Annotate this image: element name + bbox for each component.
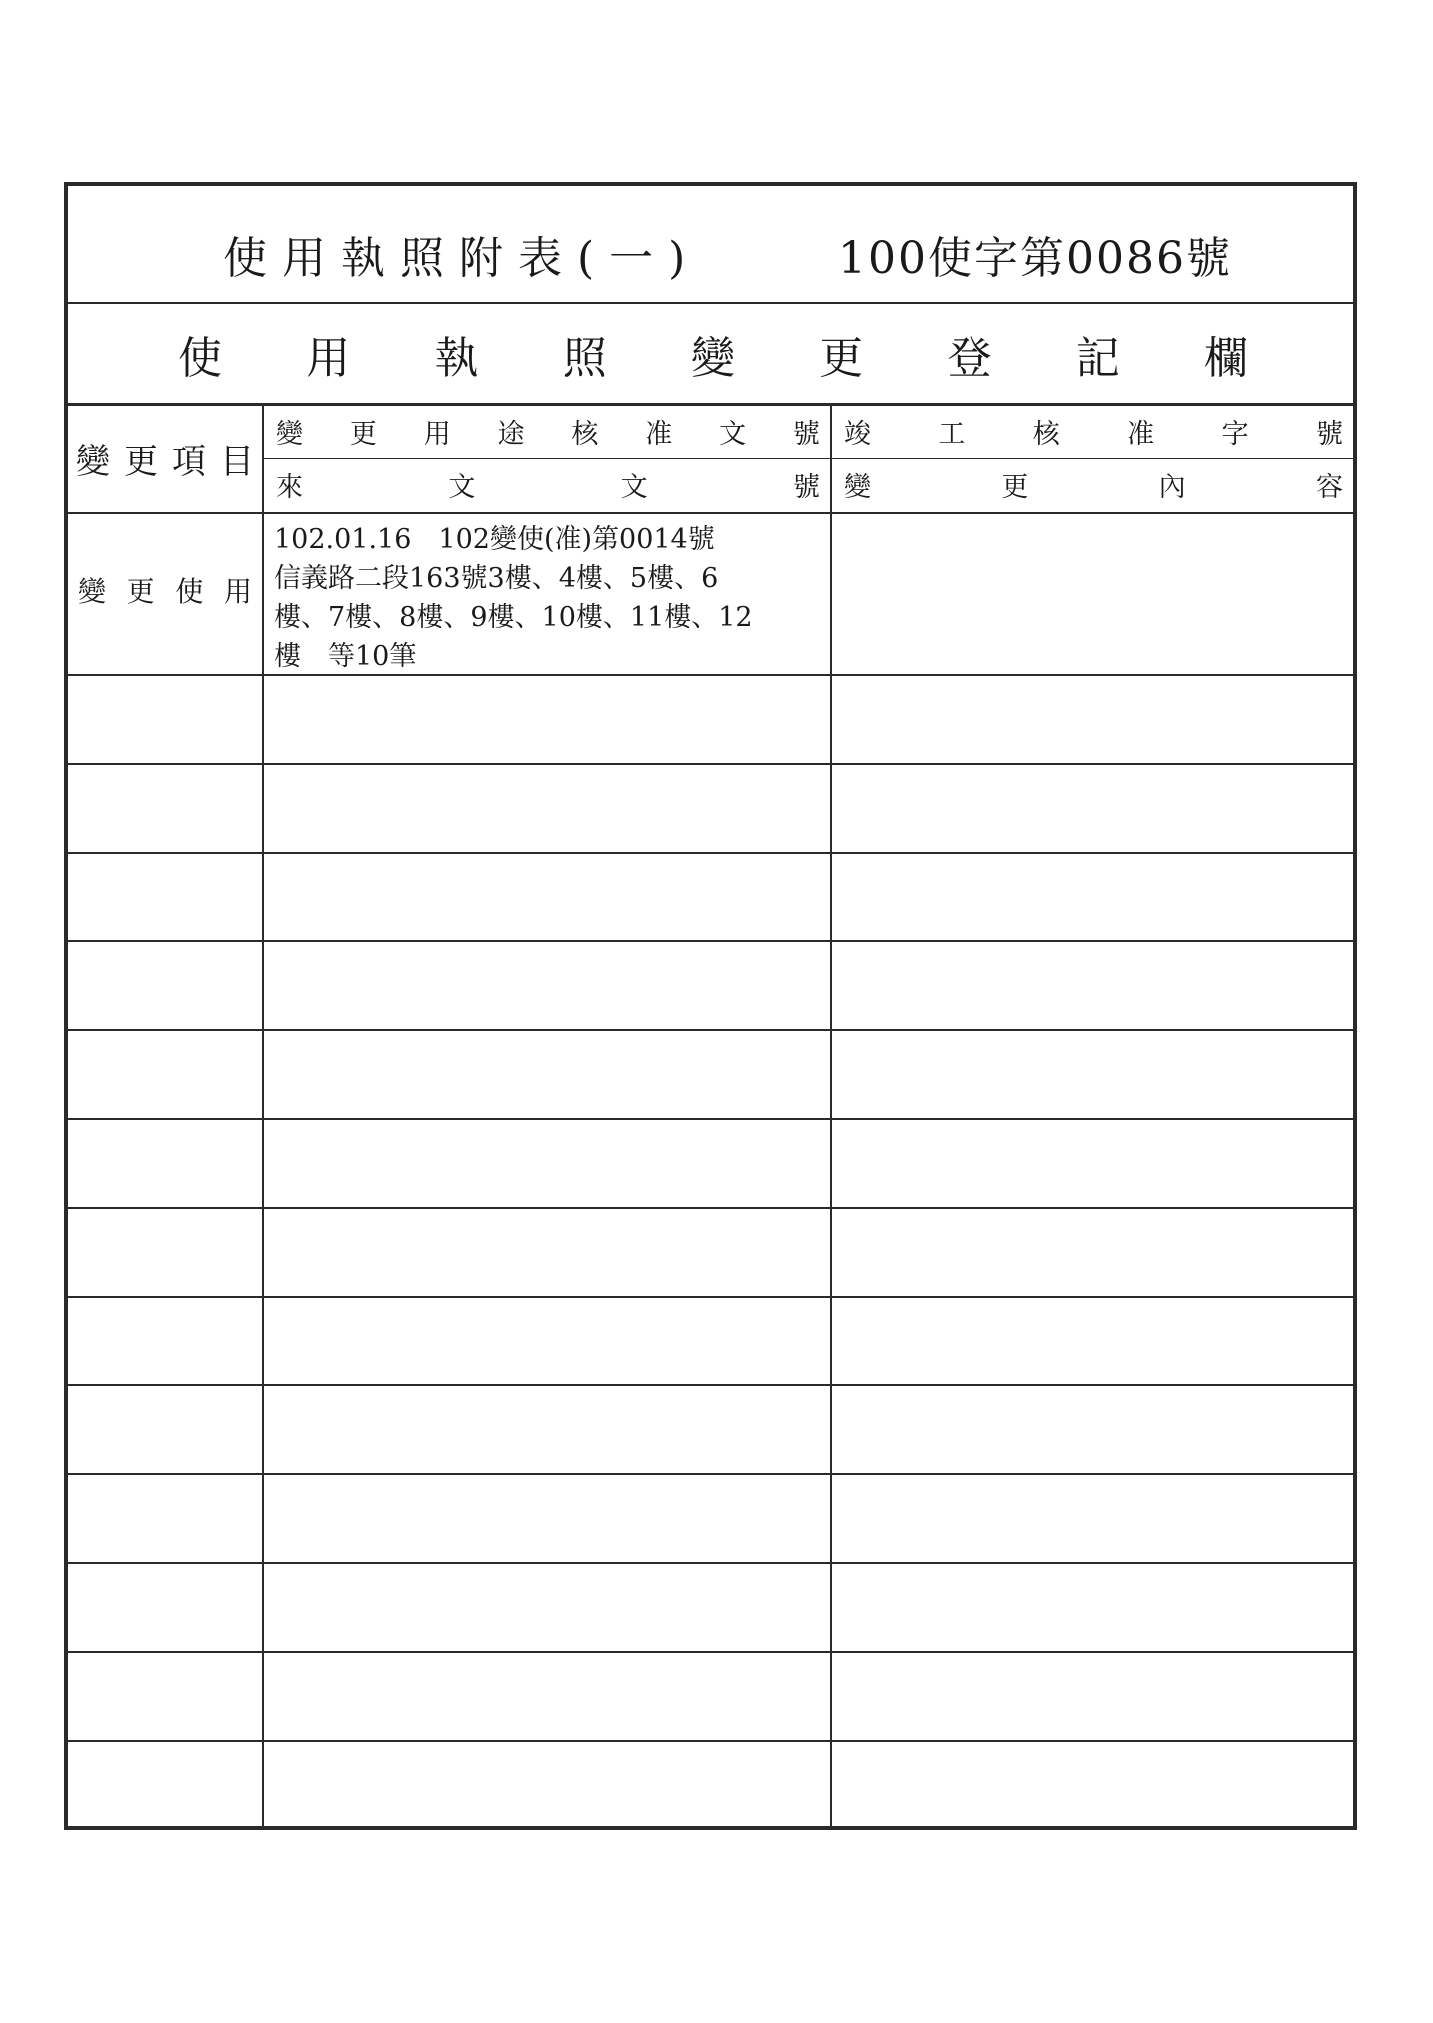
header-approval-doc-no: 變 更 用 途 核 准 文 號	[264, 406, 832, 458]
header-incoming-doc-no: 來 文 文 號	[264, 459, 832, 512]
table-row	[68, 1120, 1353, 1209]
usage-license-schedule-form	[64, 182, 1357, 1830]
table-row	[68, 1209, 1353, 1298]
header-completion-no: 竣 工 核 准 字 號	[844, 418, 1343, 450]
table-row	[68, 676, 1353, 765]
table-header	[68, 406, 1353, 514]
document-cell	[264, 514, 832, 674]
table-row	[68, 1475, 1353, 1564]
table-row	[68, 1298, 1353, 1387]
license-number: 100使字第0086號	[838, 233, 1232, 284]
header-change-item-label: 變 更 項 目	[76, 441, 254, 482]
table-row	[68, 514, 1353, 676]
table-row	[68, 1653, 1353, 1742]
section-title: 使 用 執 照 變 更 登 記 欄	[178, 333, 1248, 384]
table-row	[68, 765, 1353, 854]
title-row	[68, 186, 1353, 304]
table-row	[68, 854, 1353, 943]
table-row	[68, 1031, 1353, 1120]
entry-line: 樓 等10筆	[274, 641, 417, 672]
section-title-row	[68, 304, 1353, 406]
table-row	[68, 1742, 1353, 1830]
entry-text	[274, 520, 824, 676]
header-row-2	[264, 459, 1353, 512]
table-row	[68, 942, 1353, 1031]
header-row-1	[264, 406, 1353, 459]
form-title: 使用執照附表(一)	[223, 233, 701, 284]
change-item-cell	[68, 514, 264, 674]
change-item-label: 變 更 使 用	[78, 575, 252, 608]
header-change-content: 變 更 內 容	[844, 471, 1343, 503]
entry-line: 102.01.16 102變使(准)第0014號	[274, 524, 715, 555]
entry-line: 樓、7樓、8樓、9樓、10樓、11樓、12	[274, 602, 753, 633]
content-cell	[832, 514, 1353, 674]
table-row	[68, 1564, 1353, 1653]
header-change-item	[68, 406, 264, 512]
table-row	[68, 1386, 1353, 1475]
entry-line: 信義路二段163號3樓、4樓、5樓、6	[274, 563, 719, 594]
